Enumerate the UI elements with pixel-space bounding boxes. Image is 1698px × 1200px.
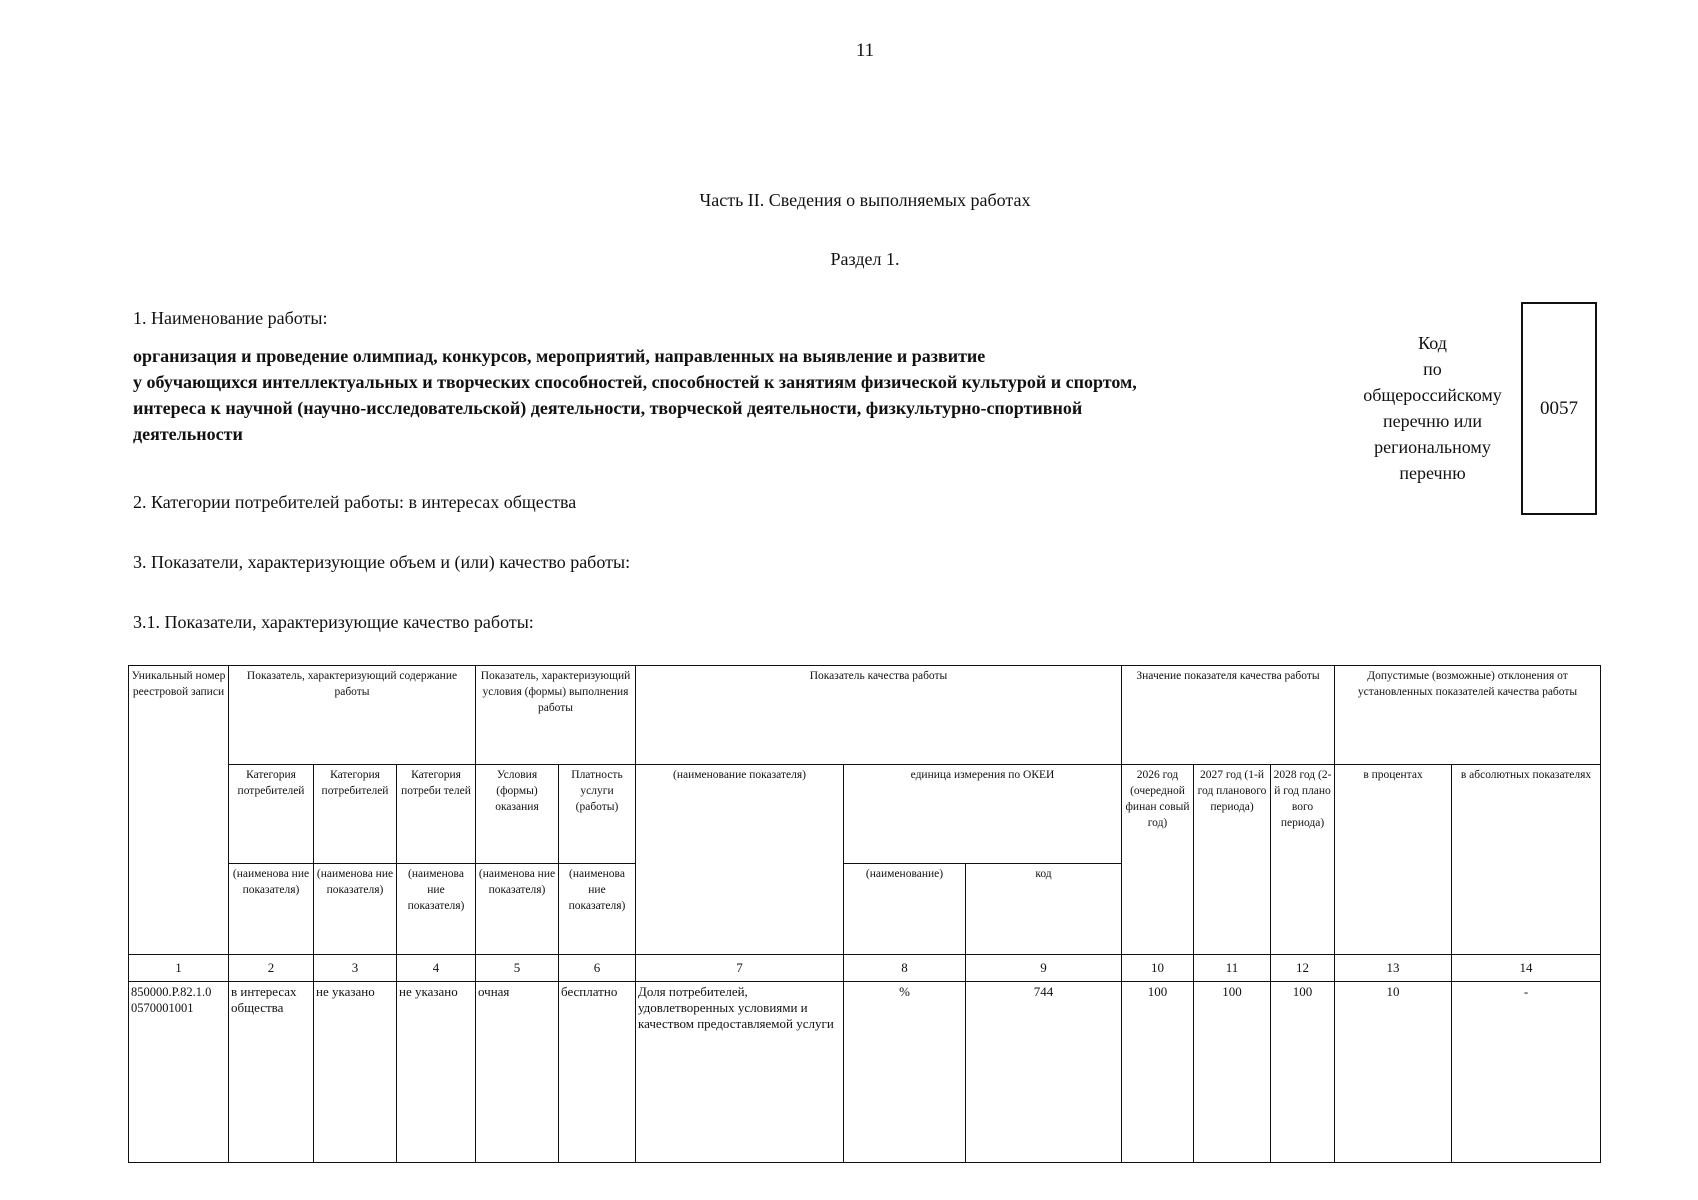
code-label: [1335, 330, 1530, 486]
cell-category-3: не указано: [397, 982, 476, 1163]
column-number: 1: [129, 955, 229, 982]
header-quality: Показатель качества работы: [636, 666, 1122, 765]
header-unit-code: код: [966, 864, 1122, 955]
cell-payment: бесплатно: [559, 982, 636, 1163]
column-number: 8: [844, 955, 966, 982]
header-unique: Уникальный номер реестровой записи: [129, 666, 229, 955]
cell-unit-code: 744: [966, 982, 1122, 1163]
code-label-line: региональному: [1374, 437, 1491, 457]
table-row: [129, 982, 1601, 1163]
header-absolute: в абсолютных показателях: [1452, 765, 1601, 955]
header-cat1: Категория потребителей: [229, 765, 314, 864]
column-number: 2: [229, 955, 314, 982]
column-number: 5: [476, 955, 559, 982]
cell-value-2028: 100: [1271, 982, 1335, 1163]
part-title: Часть II. Сведения о выполняемых работах: [699, 190, 1031, 210]
column-number: 12: [1271, 955, 1335, 982]
column-number: 13: [1335, 955, 1452, 982]
column-number: 3: [314, 955, 397, 982]
header-2027: 2027 год (1-й год планового периода): [1194, 765, 1271, 955]
header-conditions: Показатель, характеризующий условия (формы) выполнения работы: [476, 666, 636, 765]
cell-value-2027: 100: [1194, 982, 1271, 1163]
cell-unit-name: %: [844, 982, 966, 1163]
header-row: [129, 666, 1601, 765]
header-pay: Платность услуги (работы): [559, 765, 636, 864]
quality-heading: 3.1. Показатели, характеризующие качество работы:: [133, 612, 534, 632]
page-number: 11: [855, 40, 875, 61]
code-label-line: перечню или: [1382, 411, 1483, 431]
header-cat3: Категория потреби телей: [397, 765, 476, 864]
header-sub-name: (наименова ние показателя): [397, 864, 476, 955]
header-cat2: Категория потребителей: [314, 765, 397, 864]
code-box: [1521, 302, 1597, 515]
header-sub-name: (наименова ние показателя): [476, 864, 559, 955]
header-value: Значение показателя качества работы: [1122, 666, 1335, 765]
work-name-line: интереса к научной (научно-исследовательской) деятельности, творческой деятельности, физкультурно-спортивной: [133, 398, 1083, 418]
column-number: 10: [1122, 955, 1194, 982]
work-name-line: организация и проведение олимпиад, конкурсов, мероприятий, направленных на выявление и развитие: [133, 346, 986, 366]
header-cond: Условия (формы) оказания: [476, 765, 559, 864]
indicators-heading: 3. Показатели, характеризующие объем и (или) качество работы:: [133, 552, 631, 572]
column-number-row: [129, 955, 1601, 982]
header-2028: 2028 год (2-й год плано вого периода): [1271, 765, 1335, 955]
header-percent: в процентах: [1335, 765, 1452, 955]
code-label-line: перечню: [1399, 463, 1466, 483]
code-value: 0057: [1540, 397, 1578, 419]
column-number: 14: [1452, 955, 1601, 982]
subheader-row: [129, 765, 1601, 864]
header-sub-name: (наименова ние показателя): [314, 864, 397, 955]
column-number: 4: [397, 955, 476, 982]
consumers-line: 2. Категории потребителей работы: в интересах общества: [133, 492, 577, 512]
header-unit-name: (наименование): [844, 864, 966, 955]
header-content: Показатель, характеризующий содержание работы: [229, 666, 476, 765]
cell-unique-number: 850000.Р.82.1.0 0570001001: [129, 982, 229, 1163]
cell-category-1: в интересах общества: [229, 982, 314, 1163]
header-2026: 2026 год (очередной финан совый год): [1122, 765, 1194, 955]
header-sub-name: (наименова ние показателя): [229, 864, 314, 955]
code-label-line: Код: [1418, 333, 1447, 353]
header-sub-name: (наименова ние показателя): [559, 864, 636, 955]
cell-deviation-percent: 10: [1335, 982, 1452, 1163]
cell-value-2026: 100: [1122, 982, 1194, 1163]
column-number: 6: [559, 955, 636, 982]
code-label-line: по: [1423, 359, 1442, 379]
header-indicator-name: (наименование показателя): [636, 765, 844, 955]
header-deviation: Допустимые (возможные) отклонения от установленных показателей качества работы: [1335, 666, 1601, 765]
work-name-text: [133, 343, 1333, 447]
work-name-label: 1. Наименование работы:: [133, 308, 328, 328]
column-number: 11: [1194, 955, 1271, 982]
column-number: 7: [636, 955, 844, 982]
cell-category-2: не указано: [314, 982, 397, 1163]
cell-condition: очная: [476, 982, 559, 1163]
code-label-line: общероссийскому: [1363, 385, 1502, 405]
column-number: 9: [966, 955, 1122, 982]
work-name-line: у обучающихся интеллектуальных и творческих способностей, способностей к занятиям физической культурой и спортом,: [133, 372, 1137, 392]
cell-indicator: Доля потребителей, удовлетворенных условиями и качеством предоставляемой услуги: [636, 982, 844, 1163]
work-name-line: деятельности: [133, 424, 243, 444]
section-title: Раздел 1.: [830, 249, 900, 269]
header-unit: единица измерения по ОКЕИ: [844, 765, 1122, 864]
cell-deviation-absolute: -: [1452, 982, 1601, 1163]
quality-table: [128, 665, 1601, 1163]
